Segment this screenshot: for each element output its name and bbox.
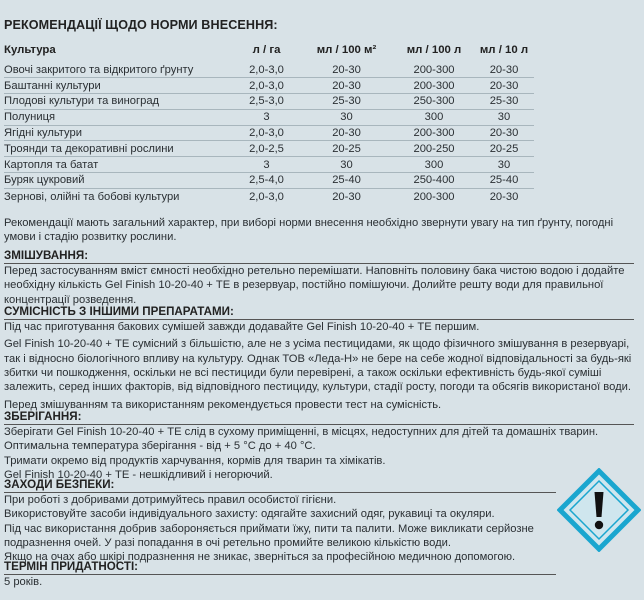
table-cell: Плодові культури та виноград — [4, 94, 234, 110]
table-cell: 25-30 — [299, 94, 394, 110]
table-cell: 30 — [474, 157, 534, 173]
safety-line: Якщо на очах або шкірі подразнення не зникає, зверніться за професійною медичною допомогою. — [4, 551, 516, 564]
table-cell: 300 — [394, 109, 474, 125]
safety-heading: ЗАХОДИ БЕЗПЕКИ: — [4, 478, 556, 493]
col-header-ml-per-10l: мл / 10 л — [479, 44, 529, 56]
table-cell: 250-300 — [394, 94, 474, 110]
table-cell: 30 — [474, 109, 534, 125]
col-header-ml-per-100l: мл / 100 л — [406, 44, 462, 56]
safety-line: Під час використання добрив забороняється приймати їжу, пити та палити. Може викликати серйозне подразнення очей. У разі попадання в очі ретельно промийте великою кількістю води. — [4, 522, 534, 549]
table-cell: 250-400 — [394, 173, 474, 189]
table-cell: 20-25 — [299, 141, 394, 157]
table-cell: 3 — [234, 109, 299, 125]
table-cell: Троянди та декоративні рослини — [4, 141, 234, 157]
storage-line: Тримати окремо від продуктів харчування, кормів для тварин та хімікатів. — [4, 454, 386, 467]
table-cell: 2,5-4,0 — [234, 173, 299, 189]
table-cell: 25-30 — [474, 94, 534, 110]
table-cell: 200-250 — [394, 141, 474, 157]
table-cell: 20-30 — [489, 190, 519, 203]
table-row — [4, 78, 534, 94]
safety-line: Використовуйте засоби індивідуального захисту: одягайте захисний одяг, рукавиці та окуляри. — [4, 508, 495, 521]
table-cell: 200-300 — [413, 190, 455, 203]
table-cell: 2,5-3,0 — [234, 94, 299, 110]
table-cell: 200-300 — [394, 62, 474, 78]
table-row — [4, 157, 534, 173]
table-cell: 25-40 — [474, 173, 534, 189]
storage-line: Gel Finish 10-20-40 + ТЕ - нешкідливий і негорючий. — [4, 468, 273, 481]
table-row — [4, 94, 534, 110]
table-cell: Зернові, олійні та бобові культури — [4, 190, 180, 203]
table-cell: Буряк цукровий — [4, 173, 234, 189]
table-cell: 20-30 — [299, 125, 394, 141]
col-header-ml-per-100m2: мл / 100 м² — [316, 44, 377, 56]
table-cell: 20-30 — [474, 125, 534, 141]
table-cell: 20-25 — [474, 141, 534, 157]
table-header-row — [4, 42, 534, 62]
col-header-l-per-ha: л / га — [252, 44, 281, 56]
table-cell: 2,0-2,5 — [234, 141, 299, 157]
table-cell: Картопля та батат — [4, 157, 234, 173]
storage-section — [4, 410, 634, 482]
table-cell: 300 — [394, 157, 474, 173]
table-row — [4, 109, 534, 125]
table-cell: Ягідні культури — [4, 125, 234, 141]
table-cell: Овочі закритого та відкритого ґрунту — [4, 62, 234, 78]
table-cell: 20-30 — [332, 190, 361, 203]
table-row — [4, 125, 534, 141]
table-cell: 2,0-3,0 — [234, 62, 299, 78]
table-cell: Полуниця — [4, 109, 234, 125]
compatibility-section — [4, 305, 634, 412]
compatibility-text-1: Під час приготування бакових сумішей завжди додавайте Gel Finish 10-20-40 + ТЕ першим. — [4, 321, 480, 334]
page-title: РЕКОМЕНДАЦІЇ ЩОДО НОРМИ ВНЕСЕННЯ: — [4, 18, 278, 32]
table-cell: 2,0-3,0 — [249, 190, 284, 203]
storage-line: Оптимальна температура зберігання - від + 5 °С до + 40 °С. — [4, 440, 316, 453]
table-cell: 20-30 — [474, 78, 534, 94]
safety-section — [4, 478, 556, 564]
table-cell: 25-40 — [299, 173, 394, 189]
table-cell: 200-300 — [394, 78, 474, 94]
table-cell: 20-30 — [299, 62, 394, 78]
safety-line: При роботі з добривами дотримуйтесь правил особистої гігієни. — [4, 494, 337, 507]
table-cell: 2,0-3,0 — [234, 78, 299, 94]
table-cell: Баштанні культури — [4, 78, 234, 94]
storage-heading: ЗБЕРІГАННЯ: — [4, 410, 634, 425]
mixing-heading: ЗМІШУВАННЯ: — [4, 249, 634, 264]
table-cell: 2,0-3,0 — [234, 125, 299, 141]
compatibility-text-3: Перед змішуванням та використанням рекомендується провести тест на сумісність. — [4, 399, 442, 412]
shelf-life-text: 5 років. — [4, 576, 43, 589]
application-rates-table — [4, 42, 534, 204]
table-row — [4, 188, 534, 204]
col-header-crop: Культура — [4, 44, 56, 56]
compatibility-heading: СУМІСНІСТЬ З ІНШИМИ ПРЕПАРАТАМИ: — [4, 305, 634, 320]
recommendation-note — [4, 216, 634, 244]
table-row — [4, 141, 534, 157]
storage-line: Зберігати Gel Finish 10-20-40 + ТЕ слід в сухому приміщенні, в місцях, недоступних для дітей та домашніх тварин. — [4, 426, 599, 439]
table-cell: 30 — [299, 109, 394, 125]
table-cell: 20-30 — [299, 78, 394, 94]
shelf-life-heading: ТЕРМІН ПРИДАТНОСТІ: — [4, 560, 556, 575]
table-cell: 3 — [234, 157, 299, 173]
table-cell: 30 — [299, 157, 394, 173]
shelf-life-section — [4, 560, 556, 589]
mixing-section — [4, 249, 634, 307]
note-text: Рекомендації мають загальний характер, при виборі норми внесення необхідно звернути увагу на тип ґрунту, погодні умови і стадію розвитку рослини. — [4, 217, 614, 244]
table-cell: 200-300 — [394, 125, 474, 141]
table-cell: 20-30 — [474, 62, 534, 78]
mixing-text: Перед застосуванням вміст ємності необхідно ретельно перемішати. Наповніть половину бака чистою водою і додайте необхідну кількість Gel Finish 10-20-40 + ТЕ в резервуар, постійно помішуючи. Долийте решту води для правильної концентрації розведення. — [4, 265, 625, 306]
table-row — [4, 62, 534, 78]
exclamation-hazard-icon — [557, 468, 641, 552]
compatibility-text-2: Gel Finish 10-20-40 + ТЕ сумісний з більшістю, але не з усіма пестицидами, як щодо фізичного змішування в резервуарі, так і відносно біологічного впливу на культуру. Однак ТОВ «Леда-Н» не бере на себе жодної відповідальності за будь-які збитки чи пошкодження, оскільки не всі пестициди були перевірені, а також оскільки ефективність будь-якої суміші залежить, серед інших факторів, від відповідного пестициду, культури, стадії росту, погоди та обсягів використаної води. — [4, 338, 632, 394]
table-row — [4, 173, 534, 189]
